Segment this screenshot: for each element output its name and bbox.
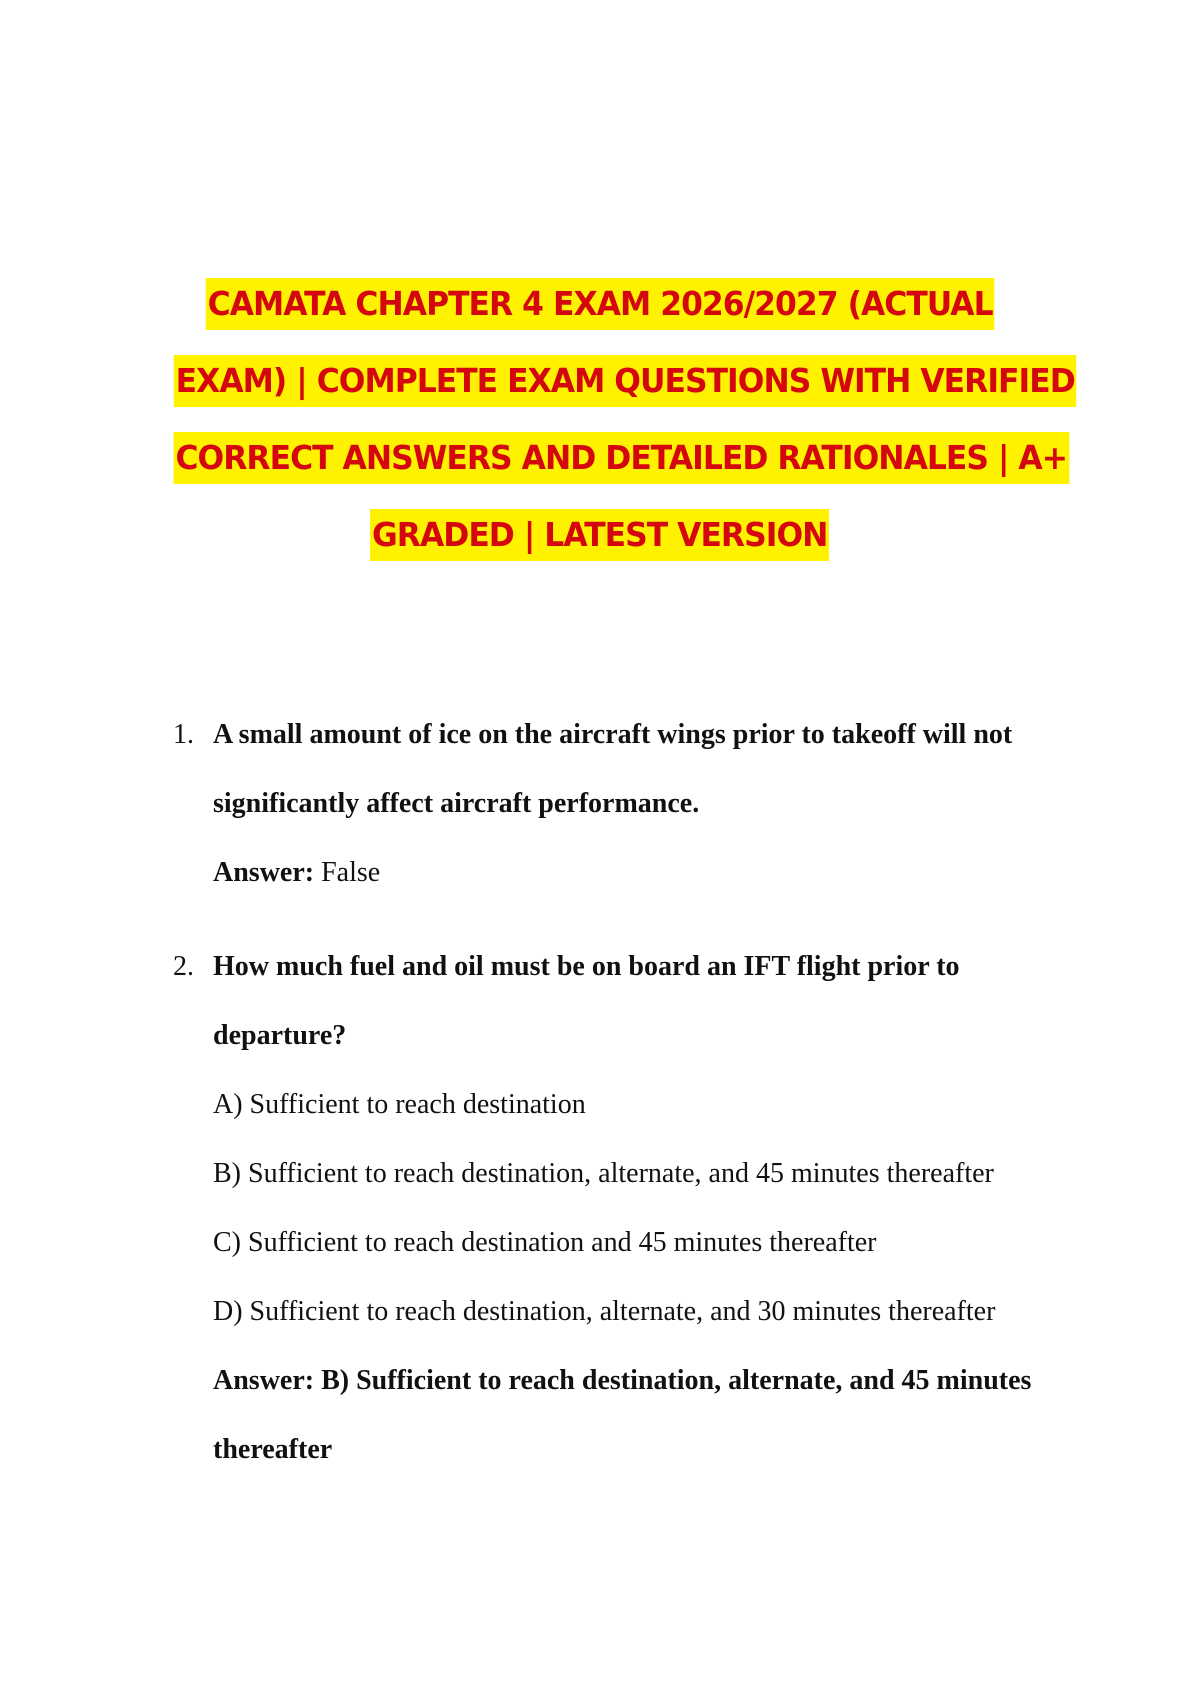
- question-text-line: departure?: [213, 1020, 347, 1051]
- question-body: [213, 932, 1053, 1484]
- question-number: 1.: [173, 719, 194, 750]
- title-line: [150, 349, 1075, 426]
- answer-value: False: [314, 857, 381, 888]
- document-title: [150, 272, 1075, 580]
- answer-line: [213, 838, 1053, 907]
- title-line: [150, 503, 1050, 580]
- option-b: B) Sufficient to reach destination, alternate, and 45 minutes thereafter: [213, 1158, 994, 1189]
- option-d: D) Sufficient to reach destination, alternate, and 30 minutes thereafter: [213, 1296, 996, 1327]
- question-2: [173, 932, 1053, 1484]
- answer-line: thereafter: [213, 1434, 333, 1465]
- option-c: C) Sufficient to reach destination and 45 minutes thereafter: [213, 1227, 877, 1258]
- title-line-text: GRADED | LATEST VERSION: [370, 509, 829, 561]
- title-line-text: CORRECT ANSWERS AND DETAILED RATIONALES | A+: [174, 432, 1069, 484]
- answer-label: Answer:: [213, 857, 315, 888]
- question-text-line: significantly affect aircraft performance.: [213, 788, 700, 819]
- question-1: [173, 700, 1053, 907]
- question-number: 2.: [173, 951, 194, 982]
- title-line: [150, 272, 1050, 349]
- option-a: A) Sufficient to reach destination: [213, 1089, 586, 1120]
- title-line-text: EXAM) | COMPLETE EXAM QUESTIONS WITH VERIFIED: [174, 355, 1077, 407]
- title-line-text: CAMATA CHAPTER 4 EXAM 2026/2027 (ACTUAL: [206, 278, 995, 330]
- question-text-line: A small amount of ice on the aircraft wings prior to takeoff will not: [213, 719, 1013, 750]
- question-text-line: How much fuel and oil must be on board an IFT flight prior to: [213, 951, 960, 982]
- title-line: [150, 426, 1068, 503]
- question-body: [213, 700, 1053, 907]
- answer-line: Answer: B) Sufficient to reach destination, alternate, and 45 minutes: [213, 1365, 1032, 1396]
